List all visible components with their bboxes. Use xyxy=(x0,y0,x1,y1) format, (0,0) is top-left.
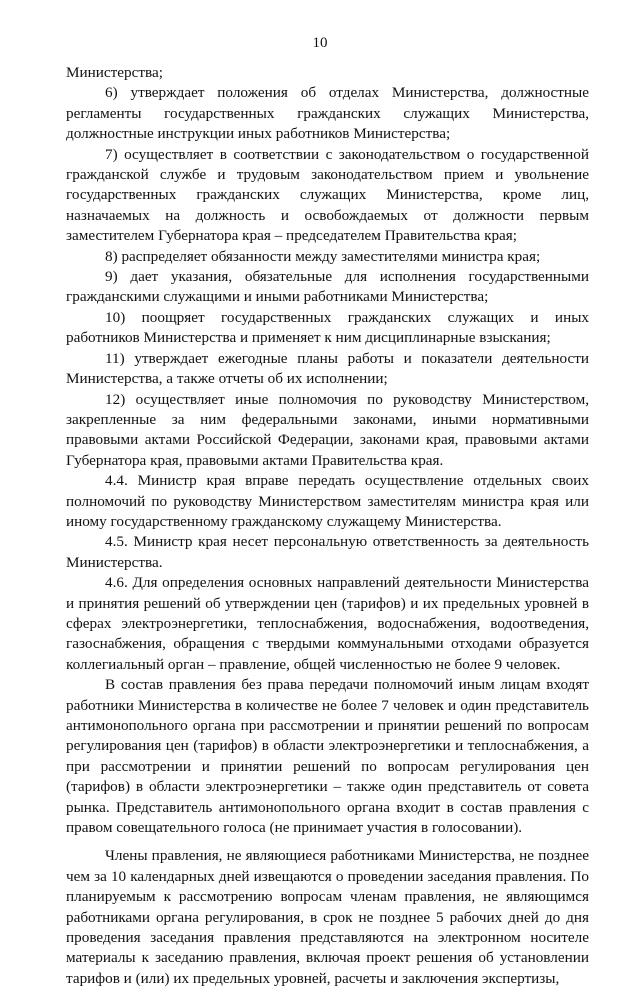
clause-4-6: 4.6. Для определения основных направлений деятельности Министерства и принятия решений об утверждении цен (тарифов) и их предельных уровней в сферах электроэнергетики, теплоснабжения, водоснабжения, водоотведения, газоснабжения, обращения с твердыми коммунальными отходами образуется коллегиальный орган – правление, общей численностью не более 9 человек. xyxy=(66,574,589,673)
paragraph-continuation: Министерства; xyxy=(66,64,163,81)
clause-4-4: 4.4. Министр края вправе передать осуществление отдельных своих полномочий по руководству Министерством заместителям министра края или иному государственному гражданскому служащему Министерства. xyxy=(66,472,589,530)
board-composition-paragraph: В состав правления без права передачи полномочий иным лицам входят работники Министерства в количестве не более 7 человек и один представитель антимонопольного органа при рассмотрении и принятии решений по вопросам регулирования цен (тарифов) в области электроэнергетики и теплоснабжения, а при рассмотрении и принятии решений по вопросам регулирования цен (тарифов) в области электроэнергетики – также один представитель от совета рынка. Представитель антимонопольного органа входит в состав правления с правом совещательного голоса (не принимает участия в голосовании). xyxy=(66,676,589,837)
list-item-6: 6) утверждает положения об отделах Министерства, должностные регламенты государственных гражданских служащих Министерства, должностные инструкции иных работников Министерства; xyxy=(66,84,589,143)
list-item-8: 8) распределяет обязанности между заместителями министра края; xyxy=(105,247,541,265)
list-item-12: 12) осуществляет иные полномочия по руководству Министерством, закрепленные за ним федеральными законами, иными нормативными правовыми актами Российской Федерации, законами края, правовыми актами Губернатора края, правовыми актами Правительства края. xyxy=(66,390,589,469)
page-number: 10 xyxy=(312,35,328,51)
list-item-11: 11) утверждает ежегодные планы работы и показатели деятельности Министерства, а также отчеты об их исполнении; xyxy=(66,349,589,388)
list-item-9: 9) дает указания, обязательные для исполнения государственными гражданскими служащими и иными работниками Министерства; xyxy=(66,268,589,306)
board-members-notice-paragraph: Члены правления, не являющиеся работниками Министерства, не позднее чем за 10 календарных дней извещаются о проведении заседания правления. По планируемым к рассмотрению вопросам членам правления, не являющимся работниками органа регулирования, в срок не позднее 5 рабочих дней до дня проведения заседания правления представляются на электронном носителе материалы к заседанию правления, включая проект решения об установлении тарифов и (или) их предельных уровней, расчеты и заключения экспертизы, xyxy=(66,847,589,987)
list-item-7: 7) осуществляет в соответствии с законодательством о государственной гражданской службе и трудовым законодательством прием и увольнение государственных гражданских служащих Министерства, кроме лиц, назначаемых на должность и освобождаемых от должности первым заместителем Губернатора края – председателем Правительства края; xyxy=(66,145,589,245)
clause-4-5: 4.5. Министр края несет персональную ответственность за деятельность Министерства. xyxy=(66,533,589,571)
document-body xyxy=(66,63,589,989)
list-item-10: 10) поощряет государственных гражданских служащих и иных работников Министерства и применяет к ним дисциплинарные взыскания; xyxy=(66,308,589,347)
